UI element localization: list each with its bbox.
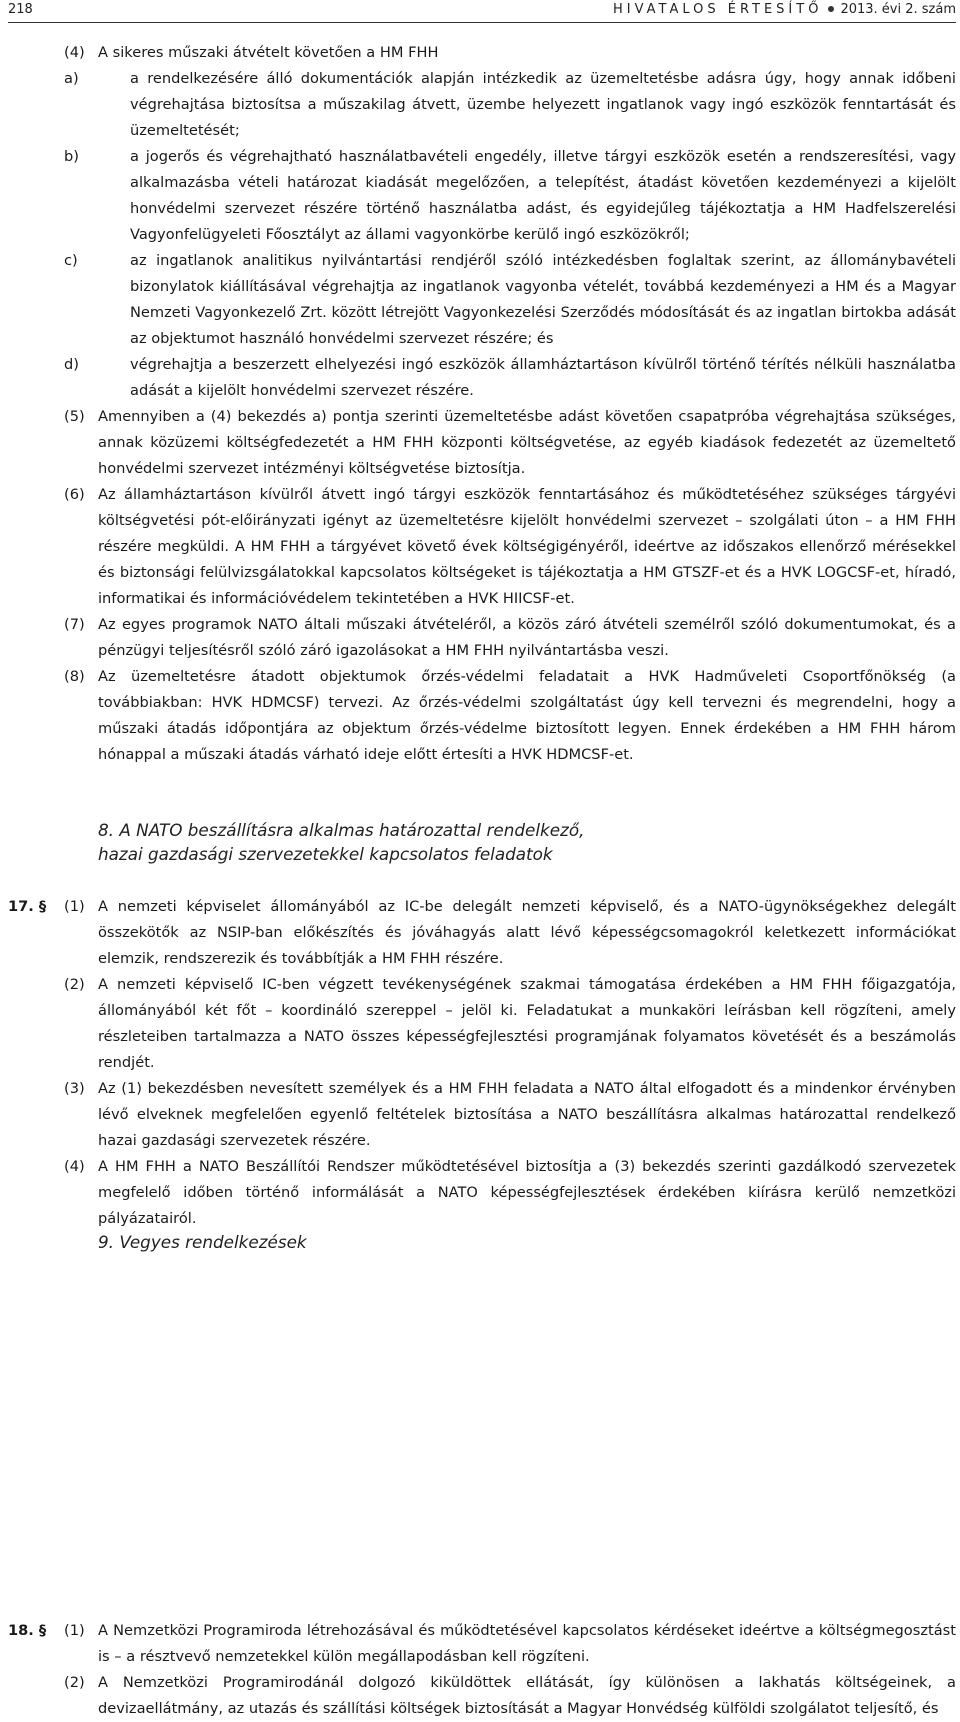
section-heading-9	[98, 1230, 307, 1254]
section-17-paragraph-3	[64, 1076, 956, 1154]
item-text: az ingatlanok analitikus nyilvántartási rendjéről szóló intézkedésben foglaltak szerint, az állománybavételi bizonylatok kiállításával végrehajtja az ingatlanok vagyonba vételét, továbbá kezdeményezi a HM és a Magyar Nemzeti Vagyonkezelő Zrt. között létrejött Vagyonkezelési Szerződés módosítását és az ingatlan birtokba adását az objektumot használó honvédelmi szervezet részére; és	[130, 252, 956, 347]
section-18-paragraph-1	[64, 1618, 956, 1670]
list-item-b	[64, 144, 956, 248]
paragraph-text: A Nemzetközi Programirodánál dolgozó kiküldöttek ellátását, így különösen a lakhatás költségeinek, a devizaellátmány, az utazás és szállítási költségek biztosítását a Magyar Honvédség külföldi szolgálatot teljesítő, és	[98, 1674, 956, 1717]
journal-title: HIVATALOS ÉRTESÍTŐ	[612, 2, 823, 17]
list-item-a	[64, 66, 956, 144]
page-header	[8, 0, 956, 22]
paragraph-text: Az egyes programok NATO általi műszaki átvételéről, a közös záró átvételi személről szóló dokumentumokat, és a pénzügyi teljesítésről szóló záró igazolásokat a HM FHH nyilvántartásba veszi.	[98, 616, 956, 659]
section-18	[0, 1618, 960, 1722]
paragraph-label: (2)	[64, 976, 85, 993]
page-number: 218	[8, 2, 33, 17]
heading-line: 8. A NATO beszállításra alkalmas határozattal rendelkező,	[98, 820, 585, 840]
paragraph-label: (1)	[64, 1622, 85, 1639]
paragraph-label: (2)	[64, 1674, 85, 1691]
item-label: c)	[64, 252, 78, 269]
paragraph-text: A HM FHH a NATO Beszállítói Rendszer működtetésével biztosítja a (3) bekezdés szerinti gazdálkodó szervezetek megfelelő időben történő informálását a NATO képességfejlesztések érdekében kiírásra kerülő nemzetközi pályázatairól.	[98, 1158, 956, 1227]
paragraph-label: (3)	[64, 1080, 85, 1097]
paragraph-5	[64, 404, 956, 482]
section-17	[0, 894, 960, 1232]
section-17-paragraph-2	[64, 972, 956, 1076]
paragraph-text: A Nemzetközi Programiroda létrehozásával és működtetésével kapcsolatos kérdéseket ideértve a költségmegosztást is – a résztvevő nemzetekkel külön megállapodásban kell rögzíteni.	[98, 1622, 956, 1665]
section-17-paragraph-1	[64, 894, 956, 972]
item-label: b)	[64, 148, 79, 165]
paragraph-6	[64, 482, 956, 612]
paragraph-4	[0, 40, 960, 768]
paragraph-text: Az üzemeltetésre átadott objektumok őrzés-védelmi feladatait a HVK Hadműveleti Csoportfőnökség (a továbbiakban: HVK HDMCSF) tervezi. Az őrzés-védelmi szolgáltatást úgy kell tervezni és megrendelni, hogy a műszaki átadás időpontjára az objektum őrzés-védelme biztosított legyen. Ennek érdekében a HM FHH három hónappal a műszaki átadás várható ideje előtt értesíti a HVK HDMCSF-et.	[98, 668, 956, 763]
paragraph-text: Az (1) bekezdésben nevesített személyek és a HM FHH feladata a NATO által elfogadott és a mindenkor érvényben lévő elveknek megfelelően egyenlő feltételek biztosítása a NATO beszállításra alkalmas határozattal rendelkező hazai gazdasági szervezetek részére.	[98, 1080, 956, 1149]
heading-line: hazai gazdasági szervezetekkel kapcsolatos feladatok	[98, 844, 553, 864]
bullet-separator-icon	[828, 6, 834, 12]
section-18-paragraph-2	[64, 1670, 956, 1722]
section-17-paragraph-4	[64, 1154, 956, 1232]
item-label: d)	[64, 356, 79, 373]
paragraph-label: (6)	[64, 486, 85, 503]
list-item-d	[64, 352, 956, 404]
paragraph-label: (5)	[64, 408, 85, 425]
header-rule	[8, 22, 956, 23]
section-number: 18. §	[8, 1622, 47, 1639]
paragraph-4-intro	[64, 40, 952, 66]
paragraph-text: A sikeres műszaki átvételt követően a HM FHH	[98, 44, 439, 61]
issue-label: 2013. évi 2. szám	[840, 2, 956, 17]
paragraph-text: A nemzeti képviselet állományából az IC-be delegált nemzeti képviselő, és a NATO-ügynökségekhez delegált összekötők az NSIP-ban előkészítés és jóváhagyás alatt lévő képességcsomagokról keletkezett információkat elemzik, rendszerezik és továbbítják a HM FHH részére.	[98, 898, 956, 967]
paragraph-text: Amennyiben a (4) bekezdés a) pontja szerinti üzemeltetésbe adást követően csapatpróba végrehajtása szükséges, annak közüzemi költségfedezetét a HM FHH központi költségvetése, az egyéb kiadások fedezetét az üzemeltető honvédelmi szervezet intézményi költségvetése biztosítja.	[98, 408, 956, 477]
paragraph-label: (4)	[64, 44, 85, 61]
paragraph-text: Az államháztartáson kívülről átvett ingó tárgyi eszközök fenntartásához és működtetéséhez szükséges tárgyévi költségvetési pót-előirányzati igényt az üzemeltetésre kijelölt honvédelmi szervezet – szolgálati úton – a HM FHH részére megküldi. A HM FHH a tárgyévet követő évek költségigényéről, ideértve az időszakos ellenőrző mérésekkel és biztonsági felülvizsgálatokkal kapcsolatos költségeket is tájékoztatja a HM GTSZF-et és a HVK LOGCSF-et, híradó, informatikai és információvédelem tekintetében a HVK HIICSF-et.	[98, 486, 956, 607]
paragraph-8	[64, 664, 956, 768]
list-item-c	[64, 248, 956, 352]
paragraph-label: (1)	[64, 898, 85, 915]
paragraph-label: (7)	[64, 616, 85, 633]
item-text: végrehajtja a beszerzett elhelyezési ingó eszközök államháztartáson kívülről történő térítés nélküli használatba adását a kijelölt honvédelmi szervezet részére.	[130, 356, 956, 399]
paragraph-label: (4)	[64, 1158, 85, 1175]
item-text: a jogerős és végrehajtható használatbavételi engedély, illetve tárgyi eszközök esetén a rendszeresítési, vagy alkalmazásba vételi határozat kiadását megelőzően, a telepítést, átadást követően kezdeményezi a kijelölt honvédelmi szervezet részére történő használatba adást, és egyidejűleg tájékoztatja a HM Hadfelszerelési Vagyonfelügyeleti Főosztályt az állami vagyonkörbe kerülő ingó eszközökről;	[130, 148, 956, 243]
item-text: a rendelkezésére álló dokumentációk alapján intézkedik az üzemeltetésbe adásra úgy, hogy annak időbeni végrehajtása biztosítsa a műszakilag átvett, üzembe helyezett ingatlanok vagy ingó eszközök fenntartását és üzemeltetését;	[130, 70, 956, 139]
paragraph-label: (8)	[64, 668, 85, 685]
section-number: 17. §	[8, 898, 47, 915]
journal-issue	[613, 0, 956, 20]
section-heading-8	[98, 818, 584, 866]
item-label: a)	[64, 70, 79, 87]
paragraph-text: A nemzeti képviselő IC-ben végzett tevékenységének szakmai támogatása érdekében a HM FHH főigazgatója, állományából két főt – koordináló szereppel – jelöl ki. Feladatukat a munkaköri leírásban kell rögzíteni, amely részleteiben tartalmazza a NATO összes képességfejlesztési programjának folyamatos követését és a beszámolás rendjét.	[98, 976, 956, 1071]
paragraph-7	[64, 612, 956, 664]
heading-line: 9. Vegyes rendelkezések	[98, 1232, 307, 1252]
